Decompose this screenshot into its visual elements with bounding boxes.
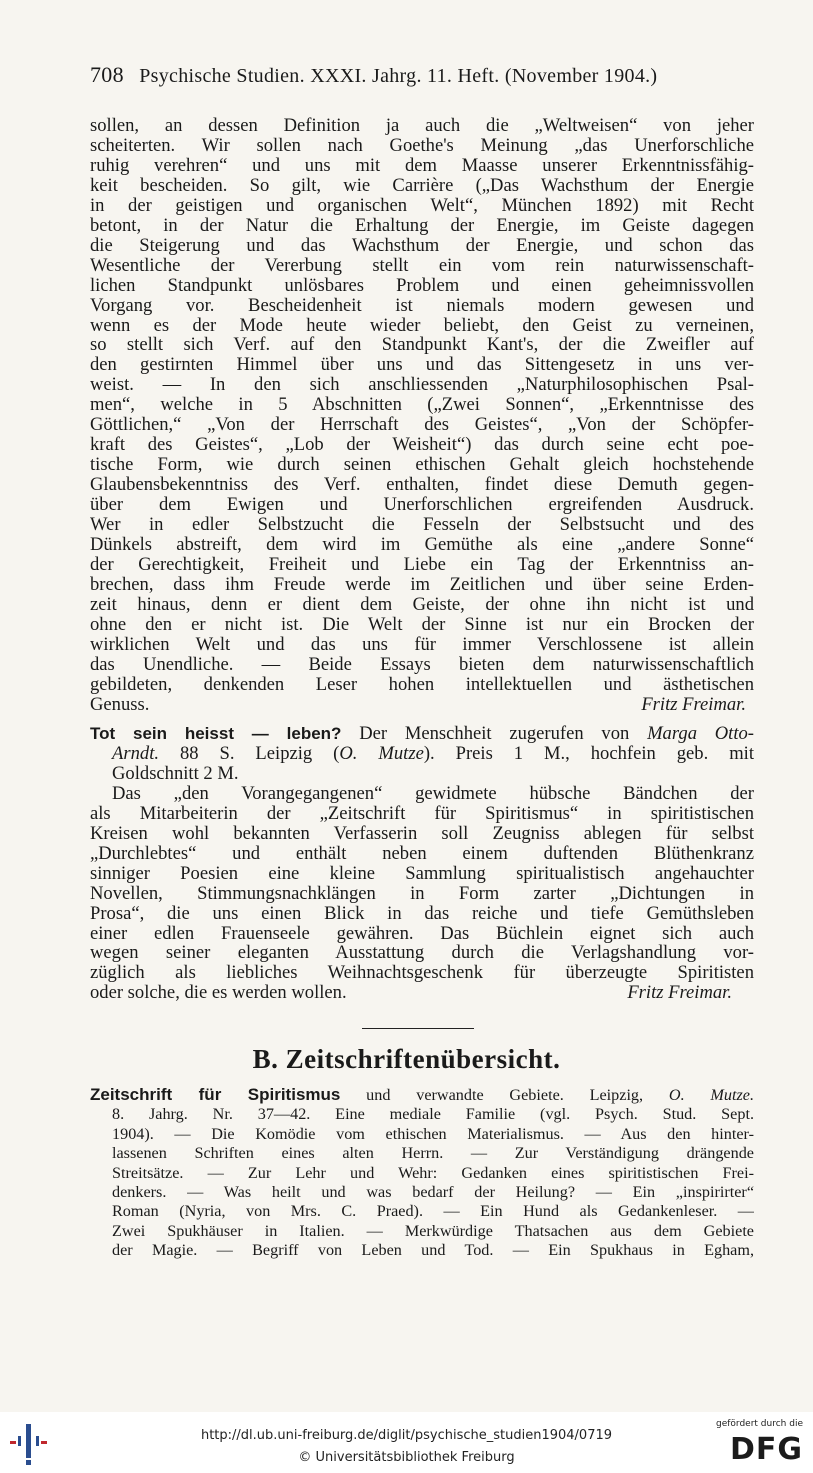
review-publisher: O. Mutze	[339, 743, 424, 764]
text-line: Prosa“, die uns einen Blick in das reiche und tiefe Gemüthsleben	[90, 903, 754, 924]
review-title: Tot sein heisst — leben?	[90, 724, 342, 743]
text-line: in der geistigen und organischen Welt“, München 1892) mit Recht	[90, 195, 754, 216]
permalink-url[interactable]: http://dl.ub.uni-freiburg.de/diglit/psychische_studien1904/0719	[200, 1428, 613, 1443]
text-line: das Unendliche. — Beide Essays bieten dem naturwissenschaftlich	[90, 654, 754, 675]
text-line: Wer in edler Selbstzucht die Fesseln der Selbstsucht und des	[90, 515, 754, 536]
text-line: so stellt sich Verf. auf den Standpunkt Kant's, der die Zweifler auf	[90, 335, 754, 356]
text-line: Zwei Spukhäuser in Italien. — Merkwürdige Thatsachen aus dem Gebiete	[112, 1221, 754, 1240]
text-line: betont, in der Natur die Erhaltung der Energie, im Geiste dagegen	[90, 215, 754, 236]
text-line: Vorgang vor. Bescheidenheit ist niemals modern gewesen und	[90, 295, 754, 316]
text-line: 1904). — Die Komödie vom ethischen Materialismus. — Aus den hinter-	[112, 1124, 754, 1143]
text-line: lichen Standpunkt unlösbares Problem und einen geheimnissvollen	[90, 275, 754, 296]
reviewer-signature: Fritz Freimar.	[627, 983, 732, 1004]
journal-subtitle: und verwandte Gebiete. Leipzig,	[340, 1086, 669, 1104]
text-line: kraft des Geistes“, „Lob der Weisheit“) das durch seine echt poe-	[90, 435, 754, 456]
text-line: einer edlen Frauenseele gewähren. Das Büchlein eignet sich auch	[90, 923, 754, 944]
dfg-logo: DFG	[729, 1432, 803, 1467]
text-line: ohne den er nicht ist. Die Welt der Sinne ist nur ein Brocken der	[90, 614, 754, 635]
text-line-last	[90, 695, 754, 715]
running-title: Psychische Studien. XXXI. Jahrg. 11. Heft. (November 1904.)	[139, 65, 658, 87]
text-line: Roman (Nyria, von Mrs. C. Praed). — Ein Hund als Gedankenleser. —	[112, 1202, 754, 1221]
text-line: sinniger Poesien eine kleine Sammlung spiritualistisch angehauchter	[90, 863, 754, 884]
text-line: Kreisen wohl bekannten Verfasserin soll Zeugniss ablegen für selbst	[90, 823, 754, 844]
text-line: gebildeten, denkenden Leser hohen intellektuellen und ästhetischen	[90, 674, 754, 695]
text-line: Wesentliche der Vererbung stellt ein vom rein naturwissenschaft-	[90, 255, 754, 276]
text-line-last	[90, 983, 754, 1003]
text-line: Glaubensbekenntniss des Verf. enthalten, findet diese Demuth gegen-	[90, 475, 754, 496]
closing-text: oder solche, die es werden wollen.	[90, 983, 347, 1004]
text-line: den gestirnten Himmel über uns und das Sittengesetz in uns ver-	[90, 355, 754, 376]
journal-name: Zeitschrift für Spiritismus	[90, 1085, 341, 1104]
text-line: sollen, an dessen Definition ja auch die „Weltweisen“ von jeher	[90, 116, 754, 136]
text-line: Das „den Vorangegangenen“ gewidmete hübsche Bändchen der	[112, 783, 754, 804]
text-line: „Durchlebtes“ und enthält neben einem duftenden Blüthenkranz	[90, 843, 754, 864]
text-line: Göttlichen,“ „Von der Herrschaft des Geistes“, „Von der Schöpfer-	[90, 415, 754, 436]
review-price: ). Preis 1 M., hochfein geb. mit	[423, 743, 754, 764]
review-pub-line	[90, 744, 754, 764]
text-line: weist. — In den sich anschliessenden „Naturphilosophischen Psal-	[90, 375, 754, 396]
review-tot-sein-heisst	[90, 724, 754, 1003]
section-divider	[362, 1028, 474, 1029]
journal-contents	[90, 1105, 754, 1260]
review-price-line: Goldschnitt 2 M.	[112, 763, 239, 784]
journal-overview	[90, 1085, 754, 1261]
text-line: als Mitarbeiterin der „Zeitschrift für Spiritismus“ in spiritistischen	[90, 803, 754, 824]
text-line: züglich als liebliches Weihnachtsgeschenk für überzeugte Spiritisten	[90, 963, 754, 984]
review-title-rest: Der Menschheit zugerufen von	[341, 724, 648, 744]
review-title-line	[90, 724, 754, 744]
text-line: Novellen, Stimmungsnachklängen in Form zarter „Dichtungen in	[90, 883, 754, 904]
review-body	[90, 784, 754, 1003]
closing-text: Genuss.	[90, 694, 150, 715]
journal-publisher: O. Mutze.	[668, 1086, 754, 1104]
review-pub-info: 88 S. Leipzig (	[159, 743, 340, 764]
review-carriere-section	[90, 116, 754, 715]
text-line: wenn es der Mode heute wieder beliebt, den Geist zu verneinen,	[90, 315, 754, 336]
text-line: keit bescheiden. So gilt, wie Carrière („Das Wachsthum der Energie	[90, 175, 754, 196]
dfg-funding-note: gefördert durch die	[716, 1419, 803, 1429]
review-author-cont: Arndt.	[112, 743, 160, 764]
text-line: ruhig verehren“ und uns mit dem Maasse unserer Erkenntnissfähig-	[90, 155, 754, 176]
text-line: brechen, dass ihm Freude werde im Zeitlichen und über seine Erden-	[90, 574, 754, 595]
text-line: tische Form, wie durch seinen ethischen Gehalt gleich hochstehende	[90, 455, 754, 476]
journal-title-line	[90, 1085, 754, 1105]
text-line: 8. Jahrg. Nr. 37—42. Eine mediale Familie (vgl. Psych. Stud. Sept.	[112, 1105, 754, 1124]
text-line: denkers. — Was heilt und was bedarf der Heilung? — Ein „inspirirter“	[112, 1183, 754, 1202]
text-line: der Magie. — Begriff von Leben und Tod. — Ein Spukhaus in Egham,	[112, 1241, 754, 1260]
page-number: 708	[90, 62, 124, 87]
section-heading: B. Zeitschriftenübersicht.	[252, 1044, 561, 1074]
text-line: über dem Ewigen und Unerforschlichen ergreifenden Ausdruck.	[90, 495, 754, 516]
copyright-text: © Universitätsbibliothek Freiburg	[298, 1450, 515, 1465]
text-line: wirklichen Welt und das uns für immer Verschlossene ist allein	[90, 634, 754, 655]
text-line: men“, welche in 5 Abschnitten („Zwei Sonnen“, „Erkenntnisse des	[90, 395, 754, 416]
text-line: Dünkels abstreift, dem wird im Gemüthe als eine „andere Sonne“	[90, 535, 754, 555]
text-line: zeit hinaus, denn er dient dem Geiste, der ohne ihn nicht ist und	[90, 594, 754, 615]
text-line: Streitsätze. — Zur Lehr und Wehr: Gedanken eines spiritistischen Frei-	[112, 1163, 754, 1182]
text-line: die Steigerung und das Wachsthum der Energie, und schon das	[90, 235, 754, 256]
review-author: Marga Otto-	[647, 724, 754, 744]
text-line: der Gerechtigkeit, Freiheit und Liebe ein Tag der Erkenntniss an-	[90, 554, 754, 575]
page-header	[90, 62, 755, 88]
text-line: scheiterten. Wir sollen nach Goethe's Meinung „das Unerforschliche	[90, 135, 754, 156]
library-footer	[0, 1412, 813, 1473]
text-line: lassenen Schriften eines alten Herrn. — Zur Verständigung drängende	[112, 1144, 754, 1163]
text-line: wegen seiner eleganten Ausstattung durch die Verlagshandlung vor-	[90, 943, 754, 964]
reviewer-signature: Fritz Freimar.	[641, 694, 746, 715]
